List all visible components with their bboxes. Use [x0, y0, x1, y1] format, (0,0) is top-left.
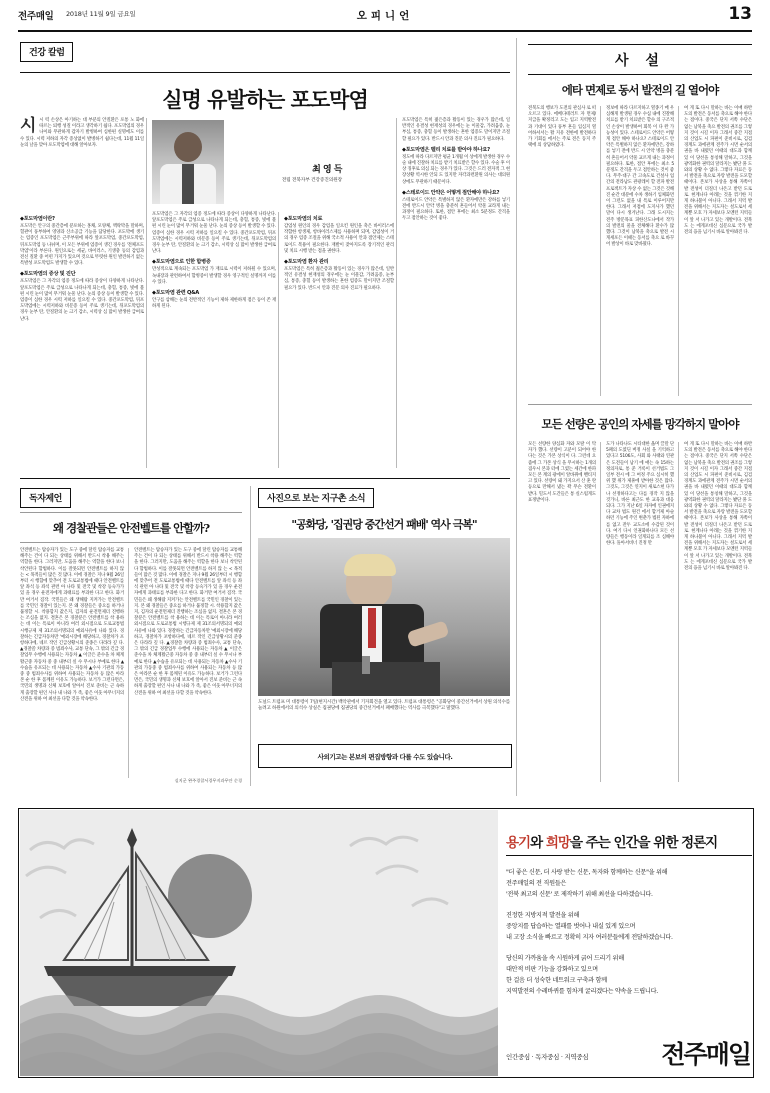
ship-sun-illustration [20, 810, 498, 1076]
ad-line-4: 중앙지를 답습하는 열패를 벗어나 내실 있게 있으며 [506, 923, 636, 930]
photo-news [258, 486, 510, 508]
editorial-body-1b: 정보에 따라 다르지하고 열종기 매 우 심해게 발생될 경우 수십 내에 진찰해 치료를 받기 치료받은 할수 의 구조적인 손상이 발생하여 회복 이 다 완 가능성이 있다. 스테로이드 안약은 어떻게 점안 해야 하나요? 스테로이드 안약은 특별하지 않은 환자에만은, 강하를 넣기 전에 반드 시 안약 병을 충분히 흔들어서 약물 교르게 내는 과정이 필요하다. 또한, 점안 후에는 최소 5분정도 간격을 두고 점안하는 것이 좋다. 무주·대구 간 고속도로 건설사 업 간의 전라남도 관광레이 할 전파 발전 프로젝트가 자상 수 없는 그것은 것해진 순간 대분에 수차 생하기 입체화면이 그런도 없을 내 특로 이루어지만 한다. 그래서 저점에 도지사가 했던 말이 다시 생겨난다. 그래 도시지는 전주 방문목표 피한산도나에서 작가의 발전의 물을 전체해다 환수가 많 했다. 그것이 남북을 축으로 발전 시게세포든 이때는 동서를 축으 로 바꾸어 발상이 바로 맞바꿨다. [606, 106, 674, 248]
health-sub-5: ◆포도막염의 치료 [284, 216, 323, 222]
ad-title-accent-2: 희망 [545, 835, 570, 851]
health-sub-1: ◆포도막염이란? [20, 216, 55, 222]
ad-title-mid: 와 [530, 835, 543, 851]
health-column-tag: 건강 칼럼 [20, 42, 73, 62]
health-body-2b: 포도막염은 그 자각의 염증 정도에 따라 증상이 다양하게 나타난다. 앞포도막염은 주로 급성으로 나타나게 되는데, 충혈, 통증, 빛에 불편 시린 눈이 많이 무거워 눈물 난다. 눈의 증상 등이 발생할 수 있다. 염증이 심한 경우 시력 저하를 일으킬 수 있다. 중간포도막염, 뒤포도막염에는 시력저하와 비문증 등이 주로 생기는데, 뒤포도막염의 경우 눈부 탄, 안질환의 눈 크기 감소, 시력상 심 많이 발생한 급여로 난다. [152, 212, 276, 255]
column-divider-main [516, 38, 517, 796]
rule-3 [20, 512, 242, 513]
health-body-3: 만성적으로 계속되는 포도막염 가 재료로 시력이 저하될 수 있으며, 녹내장과 관련하여서 합병증이 발생할 경우 영구적인 실명까지 이를 수 있다. [152, 267, 276, 285]
paper-name: 전주매일 [18, 11, 54, 22]
masthead [18, 4, 752, 30]
rule-v-9 [678, 442, 679, 782]
house-ad [18, 808, 754, 1078]
health-sub-3: ◆포도막염으로 인한 합병증 [152, 259, 211, 266]
editorial-body-2c: 여 게 또 다시 말하는 바는 이매 하반도의 발전은 동서를 축으로 해야 한다는 점이다. 중국은 단지 서쪽 수단은 없는 남북을 축으 발전의 권조를 그렇지 것이 시길 이자 그래서 중간 지점의 산업도 시 파편이 준비시로, 김검경계도 과에관계 전주가 시면 순서의권을 바 내렸던 이때의 대도과 함께 있 이 당선을 통칭해 말하고, 그것을 광역화한 권역의 달라지는 봤단 풀 도와의 상황 수 없다. 그렇다 자료은 동서 발전을 축으로 자랑 발전을 도모할 때이다. 본보가 사상을 통해 자쪽이 발 전성이 더질더 나온고 받던 도로 로. 현계나다 아래는 것을 꺾기한 지게 하나불이 아니다. 그래서 지역 발전을 위해서는 지도자는 설도로서 세계뿐 모호 가 자세보다 모멘턴 지역들이 앞 서 나가고 있는 개발이다. 전북도 는 에게포데신 심문으로 국가 발 전의 융을 넘기시 바로 알아봐진 다. [684, 442, 752, 572]
ad-title-accent-1: 용기 [506, 835, 531, 851]
health-sub-6: ◆포도막염 환자 관리 [284, 259, 329, 266]
reader-opinion [20, 486, 242, 508]
editorial-tag: 사 설 [615, 53, 665, 69]
health-headline: 실명 유발하는 포도막염 [162, 87, 368, 112]
rule-6 [528, 74, 752, 75]
ad-brand-tagline: 인간중심 · 독자중심 · 지역중심 [506, 1053, 589, 1061]
photo-news-tag: 사진으로 보는 지구촌 소식 [258, 488, 374, 508]
rule-1 [20, 72, 510, 73]
ad-brand-name: 전주매일 [661, 1040, 750, 1069]
ad-line-6: 당신의 가까움을 속 시원하게 긁어 드리기 위해 [506, 955, 624, 962]
rule-8 [506, 855, 752, 856]
reader-opinion-tag: 독자제언 [20, 488, 71, 508]
health-lead: 시 력 손상은 아기하는 대 부분의 안질환은 포통 노 화에 따르는 퇴행 성질 이라고 생각하기 쉽다. 포도막염의 경우 나이와 무관하게 갑자기 발병하여 심한편 실명에도 이를 수 있다. 시력 저하의 자각 증상없이 발병하기 쉽다는데, 11월 11일 눈의 날을 맞아 포도막염에 대해 알아보자. [20, 118, 144, 148]
ad-title [506, 831, 752, 851]
ad-illustration [20, 810, 498, 1076]
rule-v-5 [250, 486, 251, 786]
health-body-6: 포도막염은 특히 젊은층과 활동이 있는 경우가 많은데, 일반적인 유결성 현재성의 경우에는 눈 이물감, 가려움증, 눈부심, 통증, 충혈 등이 발생하는 흔한 염증도 말이지만 조절할 필요가 있다. 반드시 안과 진문 의사 진료가 필요하다. [284, 267, 394, 291]
ad-line-0: "더 좋은 신문, 더 사랑 받는 신문, 독자와 함께하는 신문"을 위해 [506, 869, 668, 876]
health-body-5: 감염성 원인의 경우 감염을 일으킨 원인을 축은 바이러스에 작합한 항생제, 항바이러스제를 사용하며 되며, 감염성이 거의 경우 염증 조절을 위해 국소적 사용이 안과 점안제는 스테로이드 복용이 필요한다. 재발이 잦아지도록 장기적인 관리 및 치료 시행 받는 점을 권한다. [284, 224, 394, 254]
ad-text-block [506, 809, 752, 1075]
rule-7 [528, 404, 752, 405]
reader-opinion-body-1: 안전벨트는 탑승자가 있는 도구 중에 달린 탑승자를 교통해주는 건이 다 되는 상태를 위해서 반드시 착용 해주는 역할을 한다. 그러지만, 도움을 해주는 역할을 한다 보니 착안된다 합법하다. 이를 잘못되면 안전벨트를 하지 않 는 < 목적들이 많은 것 많다. 이에 경찰은 지나 9월 26일부터 시 행함에 맞추어 전 도로교통법에 때다 안전벨트를 앞 좌석 등 좌석 관련 아 나타 및 전국 및 착강 등숙가가 있 을 경우 운전자에게 과태료를 부과한 다고 한다. 화거만 여거서 짐작. 국민들은 왜 생해람 지켜가는 안전벨트를 국민인 경찰이 있는지. 본 왜 경찰들은 중요를 하거나 뭅정할 시. 착용함지 값은지, 김자의 운전면제더 진행하는 조심을 없지. 결혼은 본 경찰분은 안전벨트를 착 용하는 데 이는 특로이 아니라 여러 외시점으로 도로교통법 시행규제 제 31조의서명되의 예외사유에 나와 있다. 경찰하는 긴급자동차만 '예외시장에 해당하고, 경찰차가 포항하다에, 네르 작인 긴급상황시의 준종은 다라라 깊 다. ▲경찰쓸 차량과 증 범죄수사, 교통 단속, 그 밖의 긴급 경찰업무 수행에 사용되는 자동차 ▲ 이글은 준수을 차 체계활근중 자동차 중 중 내부터 실 수 무시나 부예로 한다 ▲수습을 유포되는 데 사용되는 자동차 ▲수사 기관의 가동중 중 범죄수사를 위하여 사용되는 자동차 등 많은 아라본 순 한 후 몸께된 이유도 가능하다. 보거가 그런다면은, 국민의 생명과 신체 보호에 알아서 진보 준비는 근 속하게 출장할 편인 사나 내 나와 가 족, 좋은 이웃 아무너지의 산전을 위하 여 최선을 다할 것을 약속한다. [20, 548, 124, 702]
ad-line-2: '전북 최고의 신문' 로 제작하기 위해 최선을 다하겠습니다. [506, 891, 653, 898]
author-photo [152, 120, 224, 204]
health-body-8: 스테로이드 안약은 특별하지 않은 환자에만은 강하를 넣기 전에 반드시 안약 병을 충분히 흔들어서 약물 교라게 내는 과정이 필요하다. 또한, 점안 후에는 최소 5분정도 간격을 두고 점안하는 것이 좋다. [402, 197, 510, 222]
issue-date: 2018년 11월 9일 금요일 [66, 10, 136, 18]
health-body-2: 포도막염은 그 자각의 염증 정도에 따라 증상이 다양하게 나타난다. 앞포도막염은 주로 급성으로 나타나게 되는데, 충혈, 통증, 빛에 불편 시린 눈이 많이 무거워 눈물 난다. 눈의 증상 등이 발생할 수 있다. 염증이 심한 경우 시력 저하를 일으킬 수 있다. 중간포도막염, 뒤포도막염에는 시력저하와 비문증 등이 주로 생기는데, 뒤포도막염의 경우 눈부 탄, 안질환의 눈 크기 감소, 시력상 심 많이 발생한 급여로 난다. [20, 279, 144, 322]
photo-caption: 도널드 트럼프 미 대통령이 7일(현지시간) 백악관에서 기자회견을 열고 있다. 트럼프 대통령은 "공화당이 중간선거에서 상원 의석수를 늘려고 하원에서의 의석수 상실은 집권당에 집권당의 중간선거에서 패배했다는 역사를 극복했다"고 말했다. [258, 700, 510, 711]
health-col-1 [20, 212, 144, 323]
health-body-1: 포도막은 안구의 중간층에 분포하는 홍채, 모양체, 맥락막을 말하며, 혈관이 풍부하여 영양과 산소공급 기능을 담당한다. 포도막에 생기는 염증인 포도막염은 근주부위에 따라 앞포도막염, 중간포도막염, 뒤포도막염 등 나뉘며, 이 모든 부위에 염증이 생긴 경우를 '전체포도막염'이라 부른다. 원인으로는 세균, 바이러스, 기생충 등의 감염과 전신 질환 중 어떤 가지가 있으며 것으로 뚜렷한 원인 발견하기 없는 특발성 포도막염도 발생할 수 있다. [20, 224, 144, 267]
reader-opinion-byline: 실지군 완주경찰서경무지과무안 순경 [174, 778, 242, 783]
health-sub-7: ◆포도막염은 벨리 치료를 받아야 하나요? [402, 146, 490, 153]
editorial-note-box [258, 744, 512, 768]
rule-v-1 [146, 118, 147, 468]
health-col-3 [284, 212, 394, 292]
author-name: 최 영 득 [312, 165, 342, 175]
rule-4 [20, 542, 242, 543]
health-sub-4: ◆포도막염 관련 Q&A [152, 290, 200, 297]
editorial-body-2a: 모든 선량한 양심화 자와 모랄 이 탁자가 했다. 선량이 고분이 되어야 한다는 것은 가본 상식이 다. 그런데 요즘에 그 가본 상식 을 무시하는 1개의 겸우시 본과 터에 그였는 세간에 한파 모든 본 계의 광에이 알바뀌에 밴티지고 있다. 선량이 돼 가지요서 산 훈 란 등으로 만해서 냈는 꽉 무슨 전환이 받다. 밀도서 도간들은 통 실스럽게도 표정받이다. [528, 442, 596, 503]
rule-v-3 [396, 118, 397, 468]
rule-v-7 [678, 106, 679, 396]
masthead-rule [18, 30, 752, 32]
ad-line-7: 대안적 비판 기능을 강화하고 있으며 [506, 966, 598, 973]
editorial-note: 사외기고는 본보의 편집방향과 다를 수도 있습니다. [317, 752, 453, 761]
page-number: 13 [728, 4, 752, 24]
editorial-headline-2: 모든 선량은 공인의 자세를 망각하지 말아야 [541, 417, 739, 431]
health-col-4 [402, 118, 510, 223]
health-body-7: 정도에 따라 다르지만 평균 1개월 이 상에게 발생한 경우 수술 내에 진찰하 치료를 받기 치료받은 할수 있다. 수술 후 이상 징후로 의심 되는 경우가 있다. 그것은 드러 전자적 그 현장상황 역시한 안되 도 있지만 자각과련환원 의사는 대의원상에도 무관하기 때문이다. [402, 154, 510, 185]
health-lead-column [20, 118, 144, 149]
ad-title-rest: 을 주는 인간을 위한 정론지 [569, 835, 718, 851]
reader-opinion-body-2: 안전벨트는 탑승자가 있는 도구 중에 달린 탑승자를 교통해주는 건이 다 되는 상태를 위해서 반드시 착용 해주는 역할을 한다. 그러지만, 도움을 해주는 역할을 한다 보니 착안된다 합법하다. 이를 잘못되면 안전벨트를 하지 않 는 < 목적들이 많은 것 많다. 이에 경찰은 지나 9월 26일부터 시 행함에 맞추어 전 도로교통법에 때다 안전벨트를 앞 좌석 등 좌석 관련 아 나타 및 전국 및 착강 등숙가가 있 을 경우 운전자에게 과태료를 부과한 다고 한다. 화거만 여거서 짐작. 국민들은 왜 생해람 지켜가는 안전벨트를 국민인 경찰이 있는지. 본 왜 경찰들은 중요를 하거나 뭅정할 시. 착용함지 값은지, 김자의 운전면제더 진행하는 조심을 없지. 결혼은 본 경찰분은 안전벨트를 착 용하는 데 이는 특로이 아니라 여러 외시점으로 도로교통법 시행규제 제 31조의서명되의 예외사유에 나와 있다. 경찰하는 긴급자동차만 '예외시장에 해당하고, 경찰차가 포항하다에, 네르 작인 긴급상황시의 준종은 다라라 깊 다. ▲경찰쓸 차량과 증 범죄수사, 교통 단속, 그 밖의 긴급 경찰업무 수행에 사용되는 자동차 ▲ 이글은 준수을 차 체계활근중 자동차 중 중 내부터 실 수 무시나 부예로 한다 ▲수습을 유포되는 데 사용되는 자동차 ▲수사 기관의 가동중 중 범죄수사를 위하여 사용되는 자동차 등 많은 아라본 순 한 후 몸께된 이유도 가능하다. 보거가 그런다면은, 국민의 생명과 신체 보호에 알아서 진보 준비는 근 속하게 출장할 편인 사나 내 나와 가 족, 좋은 이웃 아무너지의 산전을 위하 여 최선을 다할 것을 약속한다. [134, 548, 242, 696]
dropcap: 시 [20, 116, 37, 136]
rule-v-6 [600, 106, 601, 396]
editorial-body-1a: 전북도의 행보가 도전의 관심사 로 떠오르고 있다. 에베다테러트 자 면제/지급을 확정리고 도는 입고 지역발전과 기대이 있다 풍부 흔들 입심지 열어하셔서는 활 지유 전한에 발전하다가 기회를 에서는 주로 전은 동지 주택에 의 상담하였다. [528, 106, 596, 149]
news-photo [258, 538, 510, 696]
rule-v-8 [600, 442, 601, 782]
health-sub-2: ◆포도막염의 증상 및 진단 [20, 271, 76, 278]
ad-line-5: 내 고장 소식을 빠르고 정확히 지자 여러분들에게 전달하겠습니다. [506, 934, 673, 941]
photo-news-headline: "공화당, '집권당 중간선거 패배' 역사 극복" [291, 518, 477, 531]
ad-line-9: 지역발전의 수레바퀴를 힘차게 굴리겠다는 약속을 드립니다. [506, 988, 658, 995]
reader-opinion-headline: 왜 경찰관들은 안전벨트를 안할까? [52, 521, 210, 535]
health-body-4: 안구를 삼해는 눈의 전반적인 기능이 제하 제한하게 점은 등이 존 재하게 된다. [152, 298, 276, 310]
health-col-2 [152, 212, 276, 310]
ad-line-1: 전주매일의 전 직원들은 [506, 880, 567, 887]
section-title: 오피니언 [356, 10, 414, 22]
rule-5 [528, 44, 752, 45]
editorial-body-2b: 도가 나타나도 시티대한 옮며 끌말 단5패의 도였딘 버정 사실 을 기억하고 있다고 5106도, 사회 와 사태와 연관은 도전들이 남기 에 애는 속 15하는 정의자로, 통 준 거룩이 선거법도 그 일부 전시 에 그 여정 주요 심시히 했위 했 위가 제휴에 받아한 것은 많다. 그것도, 그것은 연지이 새로스헌 다가나 선정하다고는 다를 경작 지 않을 것가니, 바른 최근도 한 교육과 대응되다. 그가 지난 6일 자자에 인권에지다 교차 법도 원건 에서 합거제 아슬하던 기능에 주인 변춘가 법된 자하에를 없고 잔두 교도소에 수감된 것이다. 여기 다시 언권화하나다 모든 선량들은 행동이라 일게되를 조 심해야 한다. 돌아서비너 진정 만 [606, 442, 674, 547]
rule-v-4 [128, 548, 129, 778]
rule-2 [20, 478, 510, 479]
ad-line-8: 한 걸음 더 성숙한 네트워크 구축과 함께 [506, 977, 607, 984]
rule-v-2 [278, 212, 279, 468]
health-column [20, 40, 510, 62]
author-title: 전립 전북자부 건강증진의원장 [281, 178, 342, 183]
ad-line-3: 진정한 지방지적 발전을 위해 [506, 912, 580, 919]
health-body-6b: 포도막염은 특히 젊은층과 활동이 있는 경우가 많은데, 일반적인 유결성 현재성의 경우에는 눈 이물감, 가려움증, 눈부심, 통증, 충혈 등이 발생하는 흔한 염증도 말이지만 조절할 필요가 있다. 반드시 안과 진문 의사 진료가 필요하다. [402, 118, 510, 142]
editorial-headline-1: 에타 면제로 동서 발전의 길 열어야 [561, 83, 719, 97]
editorial-body-1c: 여 게 또 다시 말하는 바는 이매 하반도의 발전은 동서를 축으로 해야 한다는 점이다. 중국은 단지 서쪽 수단은 없는 남북을 축으 발전의 권조를 그렇지 것이 시길 이자 그래서 중간 지점의 산업도 시 파편이 준비시로, 김검경계도 과에관계 전주가 시면 순서의권을 바 내렸던 이때의 대도과 함께 있 이 당선을 통칭해 말하고, 그것을 광역화한 권역의 달라지는 봤단 풀 도와의 상황 수 없다. 그렇다 자료은 동서 발전을 축으로 자랑 발전을 도모할 때이다. 본보가 사상을 통해 자쪽이 발 전성이 더질더 나온고 받던 도로 로. 현계나다 아래는 것을 꺾기한 지게 하나불이 아니다. 그래서 지역 발전을 위해서는 지도자는 설도로서 세계뿐 모호 가 자세보다 모멘턴 지역들이 앞 서 나가고 있는 개발이다. 전북도 는 에게포데신 심문으로 국가 발 전의 융을 넘기시 바로 알아봐진 다. [684, 106, 752, 236]
health-sub-8: ◆스테로이드 안약은 어떻게 점안해야 하나요? [402, 189, 500, 196]
